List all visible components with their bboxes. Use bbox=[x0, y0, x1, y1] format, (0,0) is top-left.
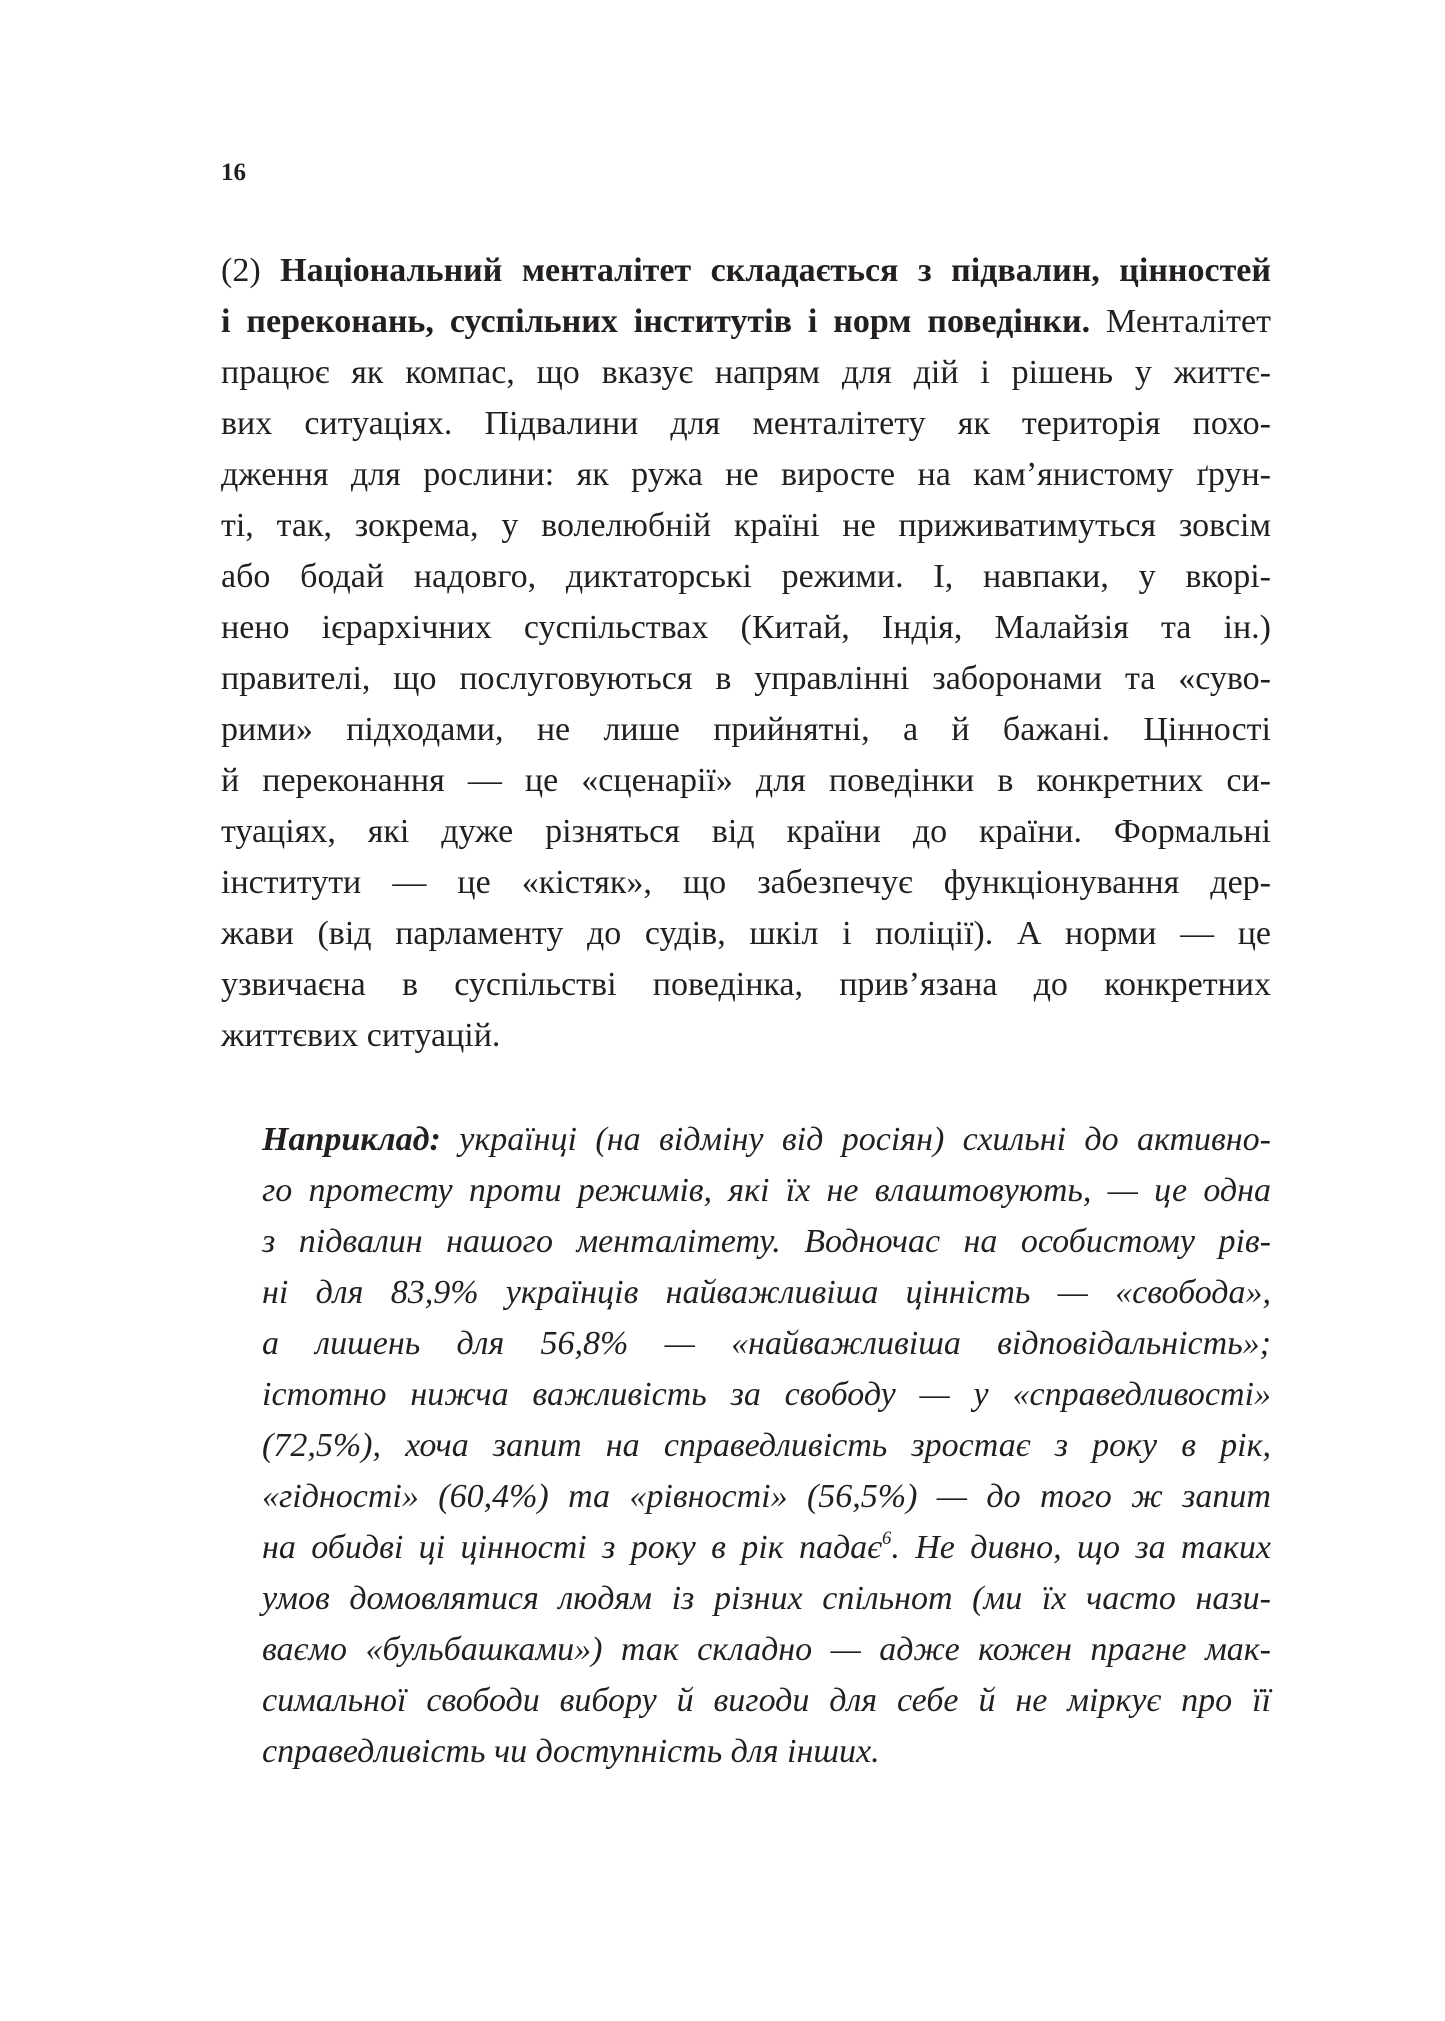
paragraph-line: або бодай надовго, диктаторські режими. І, навпаки, у вкорі- bbox=[221, 558, 1271, 595]
paragraph-line: життєвих ситуацій. bbox=[221, 1017, 501, 1054]
paragraph-line: жави (від парламенту до судів, шкіл і поліції). А норми — це bbox=[221, 915, 1271, 952]
example-line: го протесту проти режимів, які їх не влаштовують, — це одна bbox=[262, 1172, 1271, 1209]
page-number: 16 bbox=[221, 159, 246, 186]
paragraph-line bbox=[221, 296, 1271, 347]
example-line: симальної свободи вибору й вигоди для себе й не міркує про її bbox=[262, 1682, 1271, 1719]
example-line: ваємо «бульбашками») так складно — адже кожен прагне мак- bbox=[262, 1631, 1271, 1668]
footnote-reference[interactable]: 6 bbox=[882, 1527, 892, 1549]
bold-statement: і переконань, суспільних інститутів і норм поведінки. bbox=[221, 303, 1091, 340]
line-text: на обидві ці цінності з року в рік падає bbox=[262, 1529, 883, 1566]
example-line: «гідності» (60,4%) та «рівності» (56,5%) — до того ж запит bbox=[262, 1478, 1271, 1515]
line-text: Менталітет bbox=[1090, 303, 1271, 340]
example-line: справедливість чи доступність для інших. bbox=[262, 1733, 880, 1770]
paragraph-line: дження для рослини: як ружа не виросте на кам’янистому ґрун- bbox=[221, 456, 1271, 493]
line-text: українці (на відміну від росіян) схильні до активно- bbox=[440, 1121, 1271, 1158]
paragraph-line: правителі, що послуговуються в управлінні заборонами та «суво- bbox=[221, 660, 1271, 697]
example-line bbox=[262, 1114, 1271, 1165]
example-line: істотно нижча важливість за свободу — у «справедливості» bbox=[262, 1376, 1271, 1413]
paragraph-line: узвичаєна в суспільстві поведінка, прив’язана до конкретних bbox=[221, 966, 1271, 1003]
paragraph-line: інститути — це «кістяк», що забезпечує функціонування дер- bbox=[221, 864, 1271, 901]
example-label: Наприклад: bbox=[262, 1121, 441, 1158]
paragraph-line: рими» підходами, не лише прийнятні, а й бажані. Цінності bbox=[221, 711, 1271, 748]
paragraph-line: туаціях, які дуже різняться від країни до країни. Формальні bbox=[221, 813, 1271, 850]
list-marker: (2) bbox=[221, 252, 281, 289]
paragraph-line bbox=[221, 245, 1271, 296]
example-line: а лишень для 56,8% — «найважливіша відповідальність»; bbox=[262, 1325, 1271, 1362]
line-text: . Не дивно, що за таких bbox=[891, 1529, 1271, 1566]
paragraph-line: вих ситуаціях. Підвалини для менталітету як територія похо- bbox=[221, 405, 1271, 442]
example-line: умов домовлятися людям із різних спільнот (ми їх часто нази- bbox=[262, 1580, 1271, 1617]
paragraph-line: нено ієрархічних суспільствах (Китай, Індія, Малайзія та ін.) bbox=[221, 609, 1271, 646]
example-line: з підвалин нашого менталітету. Водночас на особистому рів- bbox=[262, 1223, 1271, 1260]
paragraph-line: працює як компас, що вказує напрям для дій і рішень у життє- bbox=[221, 354, 1271, 391]
bold-statement: Національний менталітет складається з підвалин, цінностей bbox=[280, 252, 1271, 289]
paragraph-line: й переконання — це «сценарії» для поведінки в конкретних си- bbox=[221, 762, 1271, 799]
example-line: ні для 83,9% українців найважливіша цінність — «свобода», bbox=[262, 1274, 1271, 1311]
main-paragraph bbox=[221, 245, 1271, 1061]
example-line: (72,5%), хоча запит на справедливість зростає з року в рік, bbox=[262, 1427, 1271, 1464]
example-block bbox=[262, 1114, 1271, 1777]
example-line bbox=[262, 1522, 1271, 1573]
paragraph-line: ті, так, зокрема, у волелюбній країні не приживатимуться зовсім bbox=[221, 507, 1271, 544]
